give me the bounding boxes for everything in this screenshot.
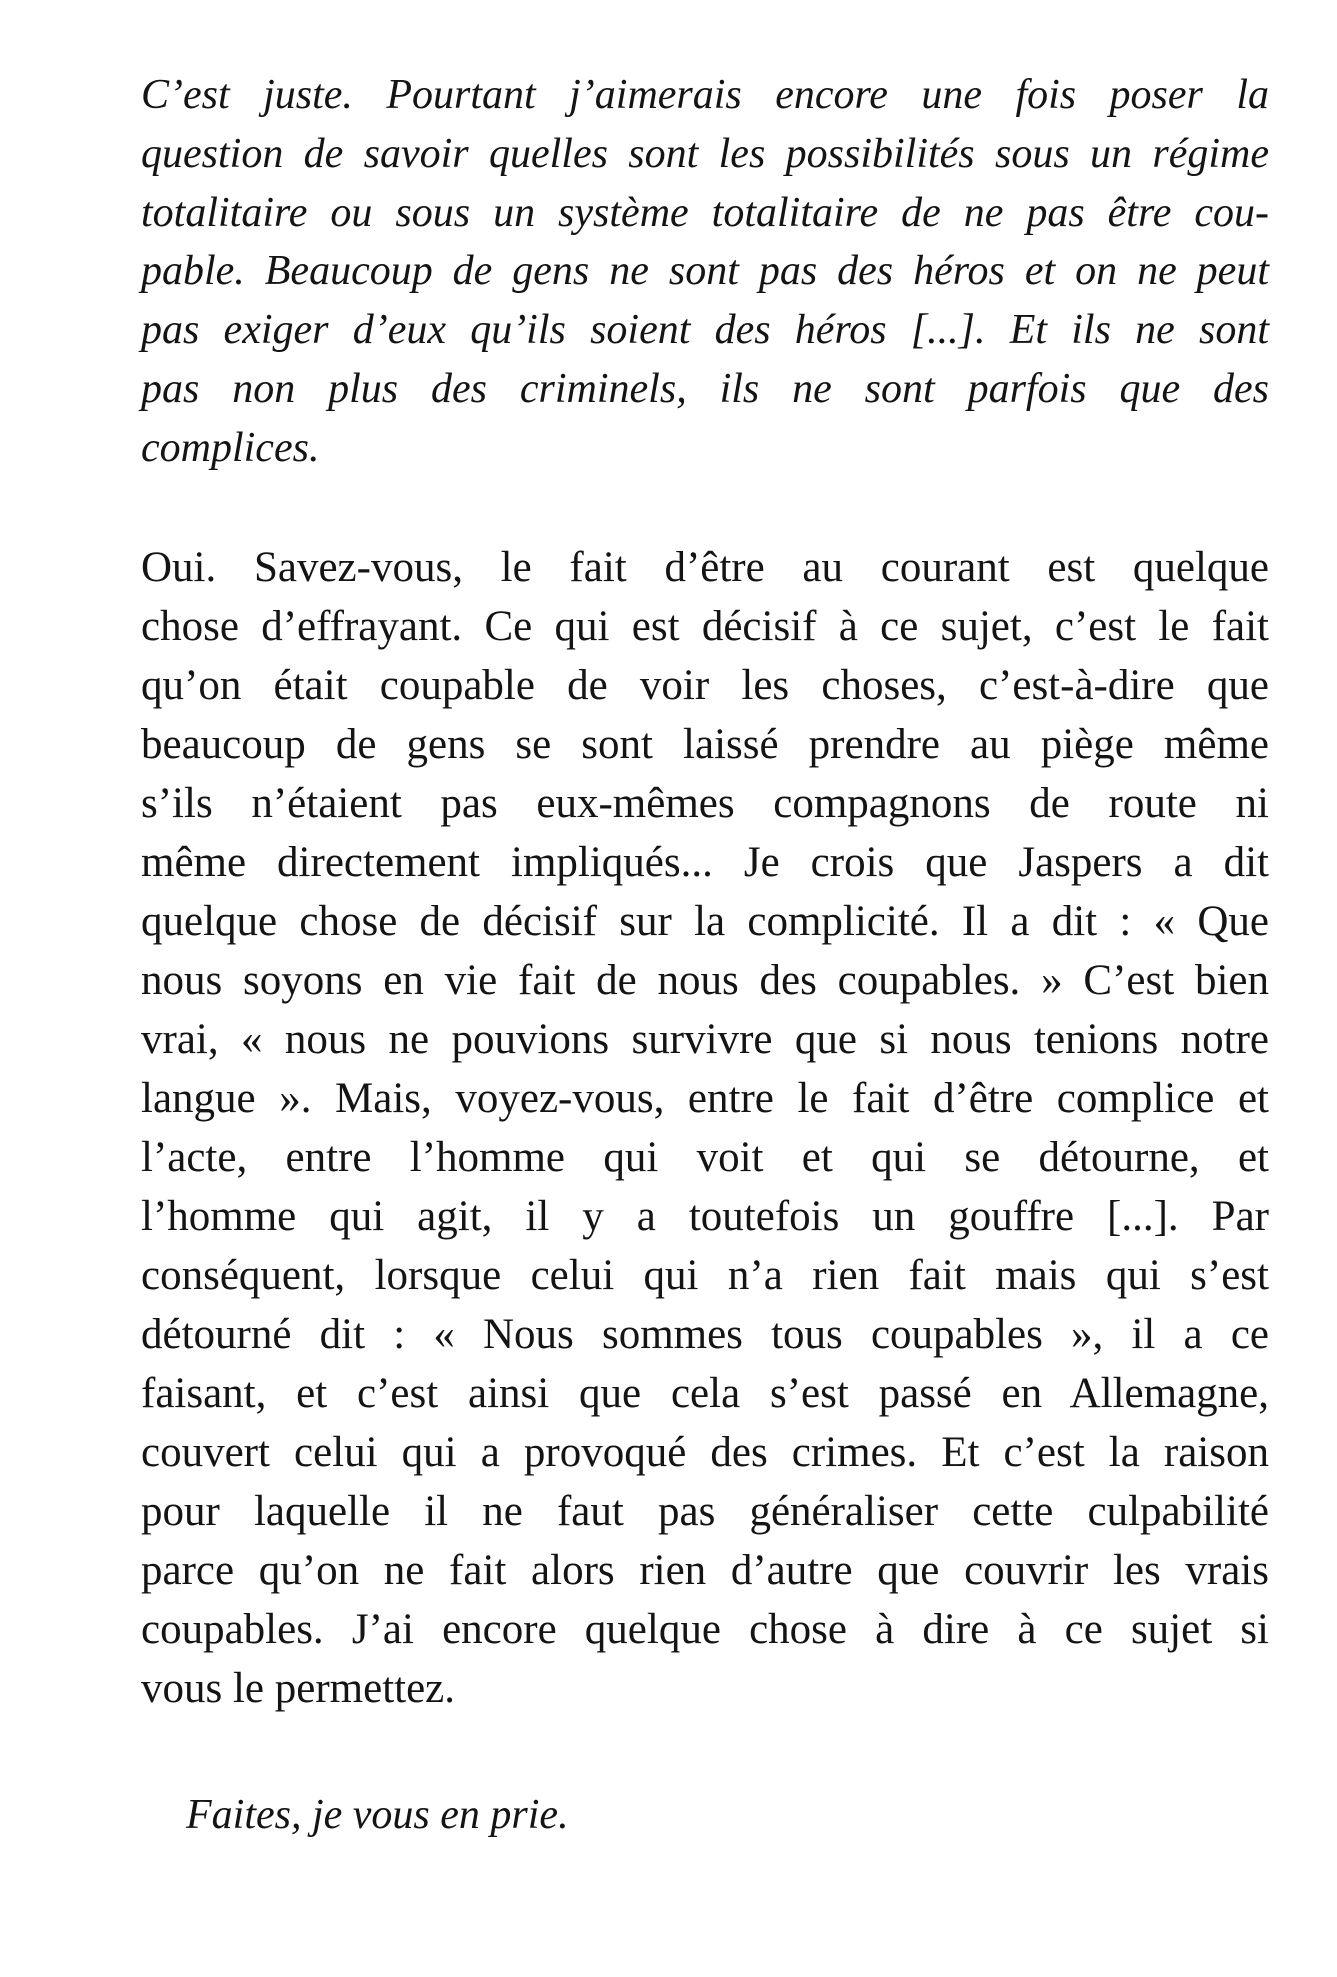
text-line: conséquent, lorsque celui qui n’a rien fait mais qui s’est — [141, 1252, 1269, 1299]
text-line: pable. Beaucoup de gens ne sont pas des héros et on ne peut — [141, 248, 1269, 295]
text-line: nous soyons en vie fait de nous des coupables. » C’est bien — [141, 957, 1269, 1004]
text-line: pour laquelle il ne faut pas généraliser cette culpabilité — [141, 1488, 1269, 1535]
text-line: langue ». Mais, voyez-vous, entre le fait d’être complice et — [141, 1075, 1269, 1122]
text-line: s’ils n’étaient pas eux-mêmes compagnons de route ni — [141, 780, 1269, 827]
text-line: beaucoup de gens se sont laissé prendre au piège même — [141, 721, 1269, 768]
text-line: quelque chose de décisif sur la complicité. Il a dit : « Que — [141, 898, 1269, 945]
text-line: l’homme qui agit, il y a toutefois un gouffre [...]. Par — [141, 1193, 1269, 1240]
text-line: couvert celui qui a provoqué des crimes. Et c’est la raison — [141, 1429, 1269, 1476]
interviewer-reply-paragraph — [186, 1786, 1314, 1845]
text-line: complices. — [141, 424, 320, 471]
text-line: question de savoir quelles sont les possibilités sous un régime — [141, 130, 1269, 177]
text-line: coupables. J’ai encore quelque chose à dire à ce sujet si — [141, 1606, 1269, 1653]
text-line: C’est juste. Pourtant j’aimerais encore une fois poser la — [141, 72, 1269, 118]
text-line: totalitaire ou sous un système totalitaire de ne pas être cou- — [141, 189, 1269, 236]
text-line: vrai, « nous ne pouvions survivre que si nous tenions notre — [141, 1016, 1269, 1063]
text-line: l’acte, entre l’homme qui voit et qui se détourne, et — [141, 1134, 1269, 1181]
text-line: pas exiger d’eux qu’ils soient des héros [...]. Et ils ne sont — [141, 307, 1269, 354]
text-line: qu’on était coupable de voir les choses, c’est-à-dire que — [141, 662, 1269, 709]
text-line: chose d’effrayant. Ce qui est décisif à ce sujet, c’est le fait — [141, 603, 1269, 650]
text-line: pas non plus des criminels, ils ne sont parfois que des — [141, 365, 1269, 412]
text-line: Faites, je vous en prie. — [186, 1792, 569, 1838]
text-line: Oui. Savez-vous, le fait d’être au courant est quelque — [141, 544, 1269, 591]
text-line: même directement impliqués... Je crois que Jaspers a dit — [141, 839, 1269, 886]
text-line: parce qu’on ne fait alors rien d’autre que couvrir les vrais — [141, 1547, 1269, 1594]
text-line: vous le permettez. — [141, 1665, 456, 1712]
interviewer-question-paragraph — [141, 66, 1269, 478]
interviewee-answer-paragraph — [141, 538, 1269, 1718]
text-line: détourné dit : « Nous sommes tous coupables », il a ce — [141, 1311, 1269, 1358]
text-line: faisant, et c’est ainsi que cela s’est passé en Allemagne, — [141, 1370, 1269, 1417]
